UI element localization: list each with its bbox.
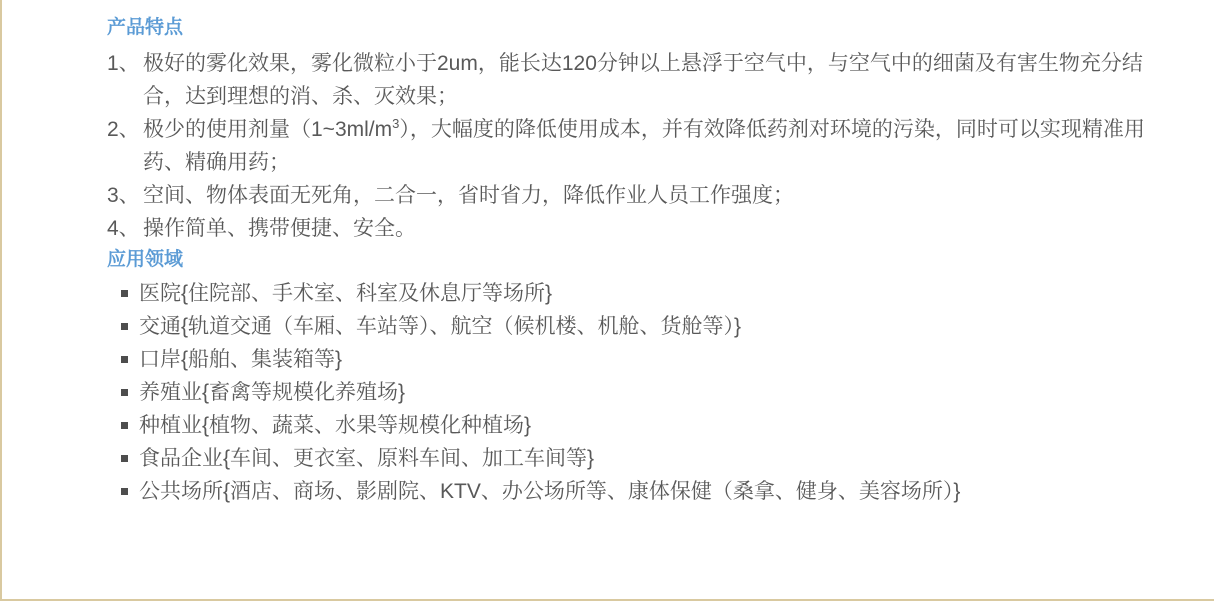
application-item: [107, 277, 1155, 310]
feature-item-number: 4、: [107, 217, 140, 240]
square-bullet-icon: [121, 389, 128, 396]
application-item-text: 养殖业{畜禽等规模化养殖场}: [139, 381, 406, 404]
application-item: [107, 409, 1155, 442]
feature-item-text: 极少的使用剂量$(1\sim 3ml/m^3)$，大幅度的降低使用成本，并有效降低药剂对环境的污染，同时可以实现精准用药、精确用药；: [143, 116, 1145, 174]
feature-item-number: 1、: [107, 52, 140, 75]
feature-item-text: 空间、物体表面无死角，二合一，省时省力，降低作业人员工作强度；: [143, 184, 794, 207]
square-bullet-icon: [121, 455, 128, 462]
application-item-text: 医院{住院部、手术室、科室及休息厅等场所}: [139, 282, 553, 305]
application-item: [107, 343, 1155, 376]
application-item-text: 口岸{船舶、集装箱等}: [139, 348, 343, 371]
applications-list: [107, 277, 1155, 508]
superscript: 3: [392, 116, 400, 131]
feature-item: [107, 212, 1155, 245]
features-section-title: 产品特点: [107, 17, 184, 38]
square-bullet-icon: [121, 488, 128, 495]
content-area: [2, 0, 1214, 508]
feature-item-number: 2、: [107, 118, 140, 141]
feature-item: [107, 179, 1155, 212]
application-item-text: 食品企业{车间、更衣室、原料车间、加工车间等}: [139, 447, 595, 470]
application-item-text: 种植业{植物、蔬菜、水果等规模化种植场}: [139, 414, 532, 437]
square-bullet-icon: [121, 422, 128, 429]
application-item: [107, 442, 1155, 475]
feature-item: [107, 113, 1155, 179]
application-item: [107, 475, 1155, 508]
applications-section-title: 应用领域: [107, 249, 184, 270]
square-bullet-icon: [121, 290, 128, 297]
square-bullet-icon: [121, 323, 128, 330]
feature-item-text: 操作简单、携带便捷、安全。: [143, 217, 416, 240]
feature-item-text: 极好的雾化效果，雾化微粒小于2um，能长达120分钟以上悬浮于空气中，与空气中的细菌及有害生物充分结合，达到理想的消、杀、灭效果；: [143, 52, 1143, 108]
features-list: [107, 47, 1155, 245]
application-item: [107, 310, 1155, 343]
feature-item-number: 3、: [107, 184, 140, 207]
application-item: [107, 376, 1155, 409]
square-bullet-icon: [121, 356, 128, 363]
feature-item: [107, 47, 1155, 113]
application-item-text: 公共场所{酒店、商场、影剧院、KTV、办公场所等、康体保健（桑拿、健身、美容场所）}: [139, 480, 961, 503]
application-item-text: 交通{轨道交通（车厢、车站等）、航空（候机楼、机舱、货舱等）}: [139, 315, 742, 338]
